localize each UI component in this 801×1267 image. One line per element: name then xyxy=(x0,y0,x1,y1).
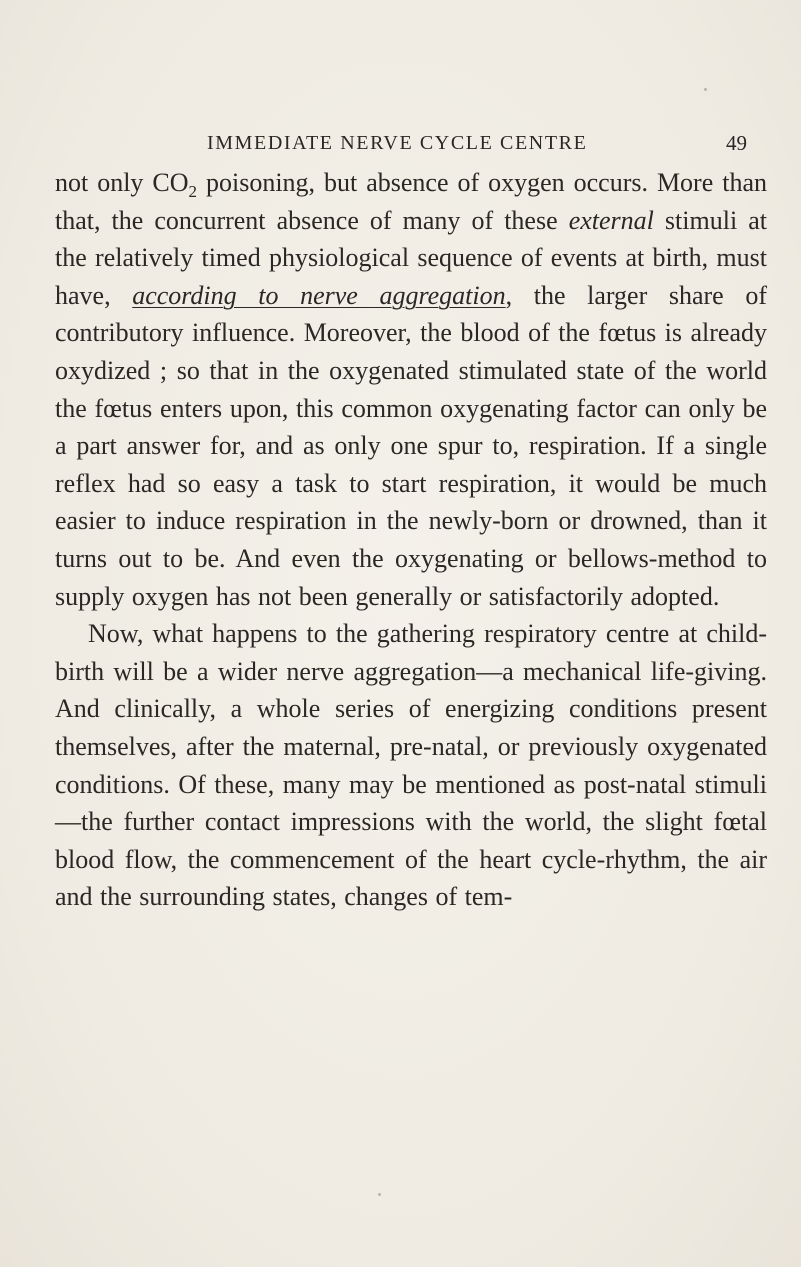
body-text xyxy=(55,164,767,916)
text-run: not only CO xyxy=(55,168,189,197)
running-head: IMMEDIATE NERVE CYCLE CENTRE xyxy=(207,132,588,154)
text-run: poisoning, but absence of oxygen occurs. More than that, the concurrent absence of many of these xyxy=(55,168,767,235)
paper-speck xyxy=(704,88,707,91)
subscript-2: 2 xyxy=(188,182,198,201)
underlined-according-to-nerve-aggregation: according to nerve aggregation xyxy=(132,280,506,310)
text-run: , the larger share of contributory influence. Moreover, the blood of the fœtus is already oxydized ; so that in the oxygenated stimulated state of the world the fœtus enters upon, this common oxygenating factor can only be a part answer for, and as only one spur to, respiration. If a single reflex had so easy a task to start respiration, it would be much easier to induce respiration in the newly-born or drowned, than it turns out to be. And even the oxygenating or bellows-method to supply oxygen has not been generally or satisfactorily adopted. xyxy=(55,280,767,611)
italic-external: external xyxy=(568,205,654,235)
page-number: 49 xyxy=(726,131,747,155)
text-run: stimuli at the relatively timed physiological sequence of events at birth, must have, xyxy=(55,205,767,310)
paragraph-1 xyxy=(55,164,767,615)
paper-speck xyxy=(378,1193,381,1196)
paragraph-2: Now, what happens to the gathering respiratory centre at child-birth will be a wider nerve aggregation—a mechanical life-giving. And clinically, a whole series of energizing conditions present themselves, after the maternal, pre-natal, or previously oxygenated conditions. Of these, many may be mentioned as post-natal stimuli—the further contact impressions with the world, the slight fœtal blood flow, the commencement of the heart cycle-rhythm, the air and the surrounding states, changes of tem- xyxy=(55,619,767,912)
